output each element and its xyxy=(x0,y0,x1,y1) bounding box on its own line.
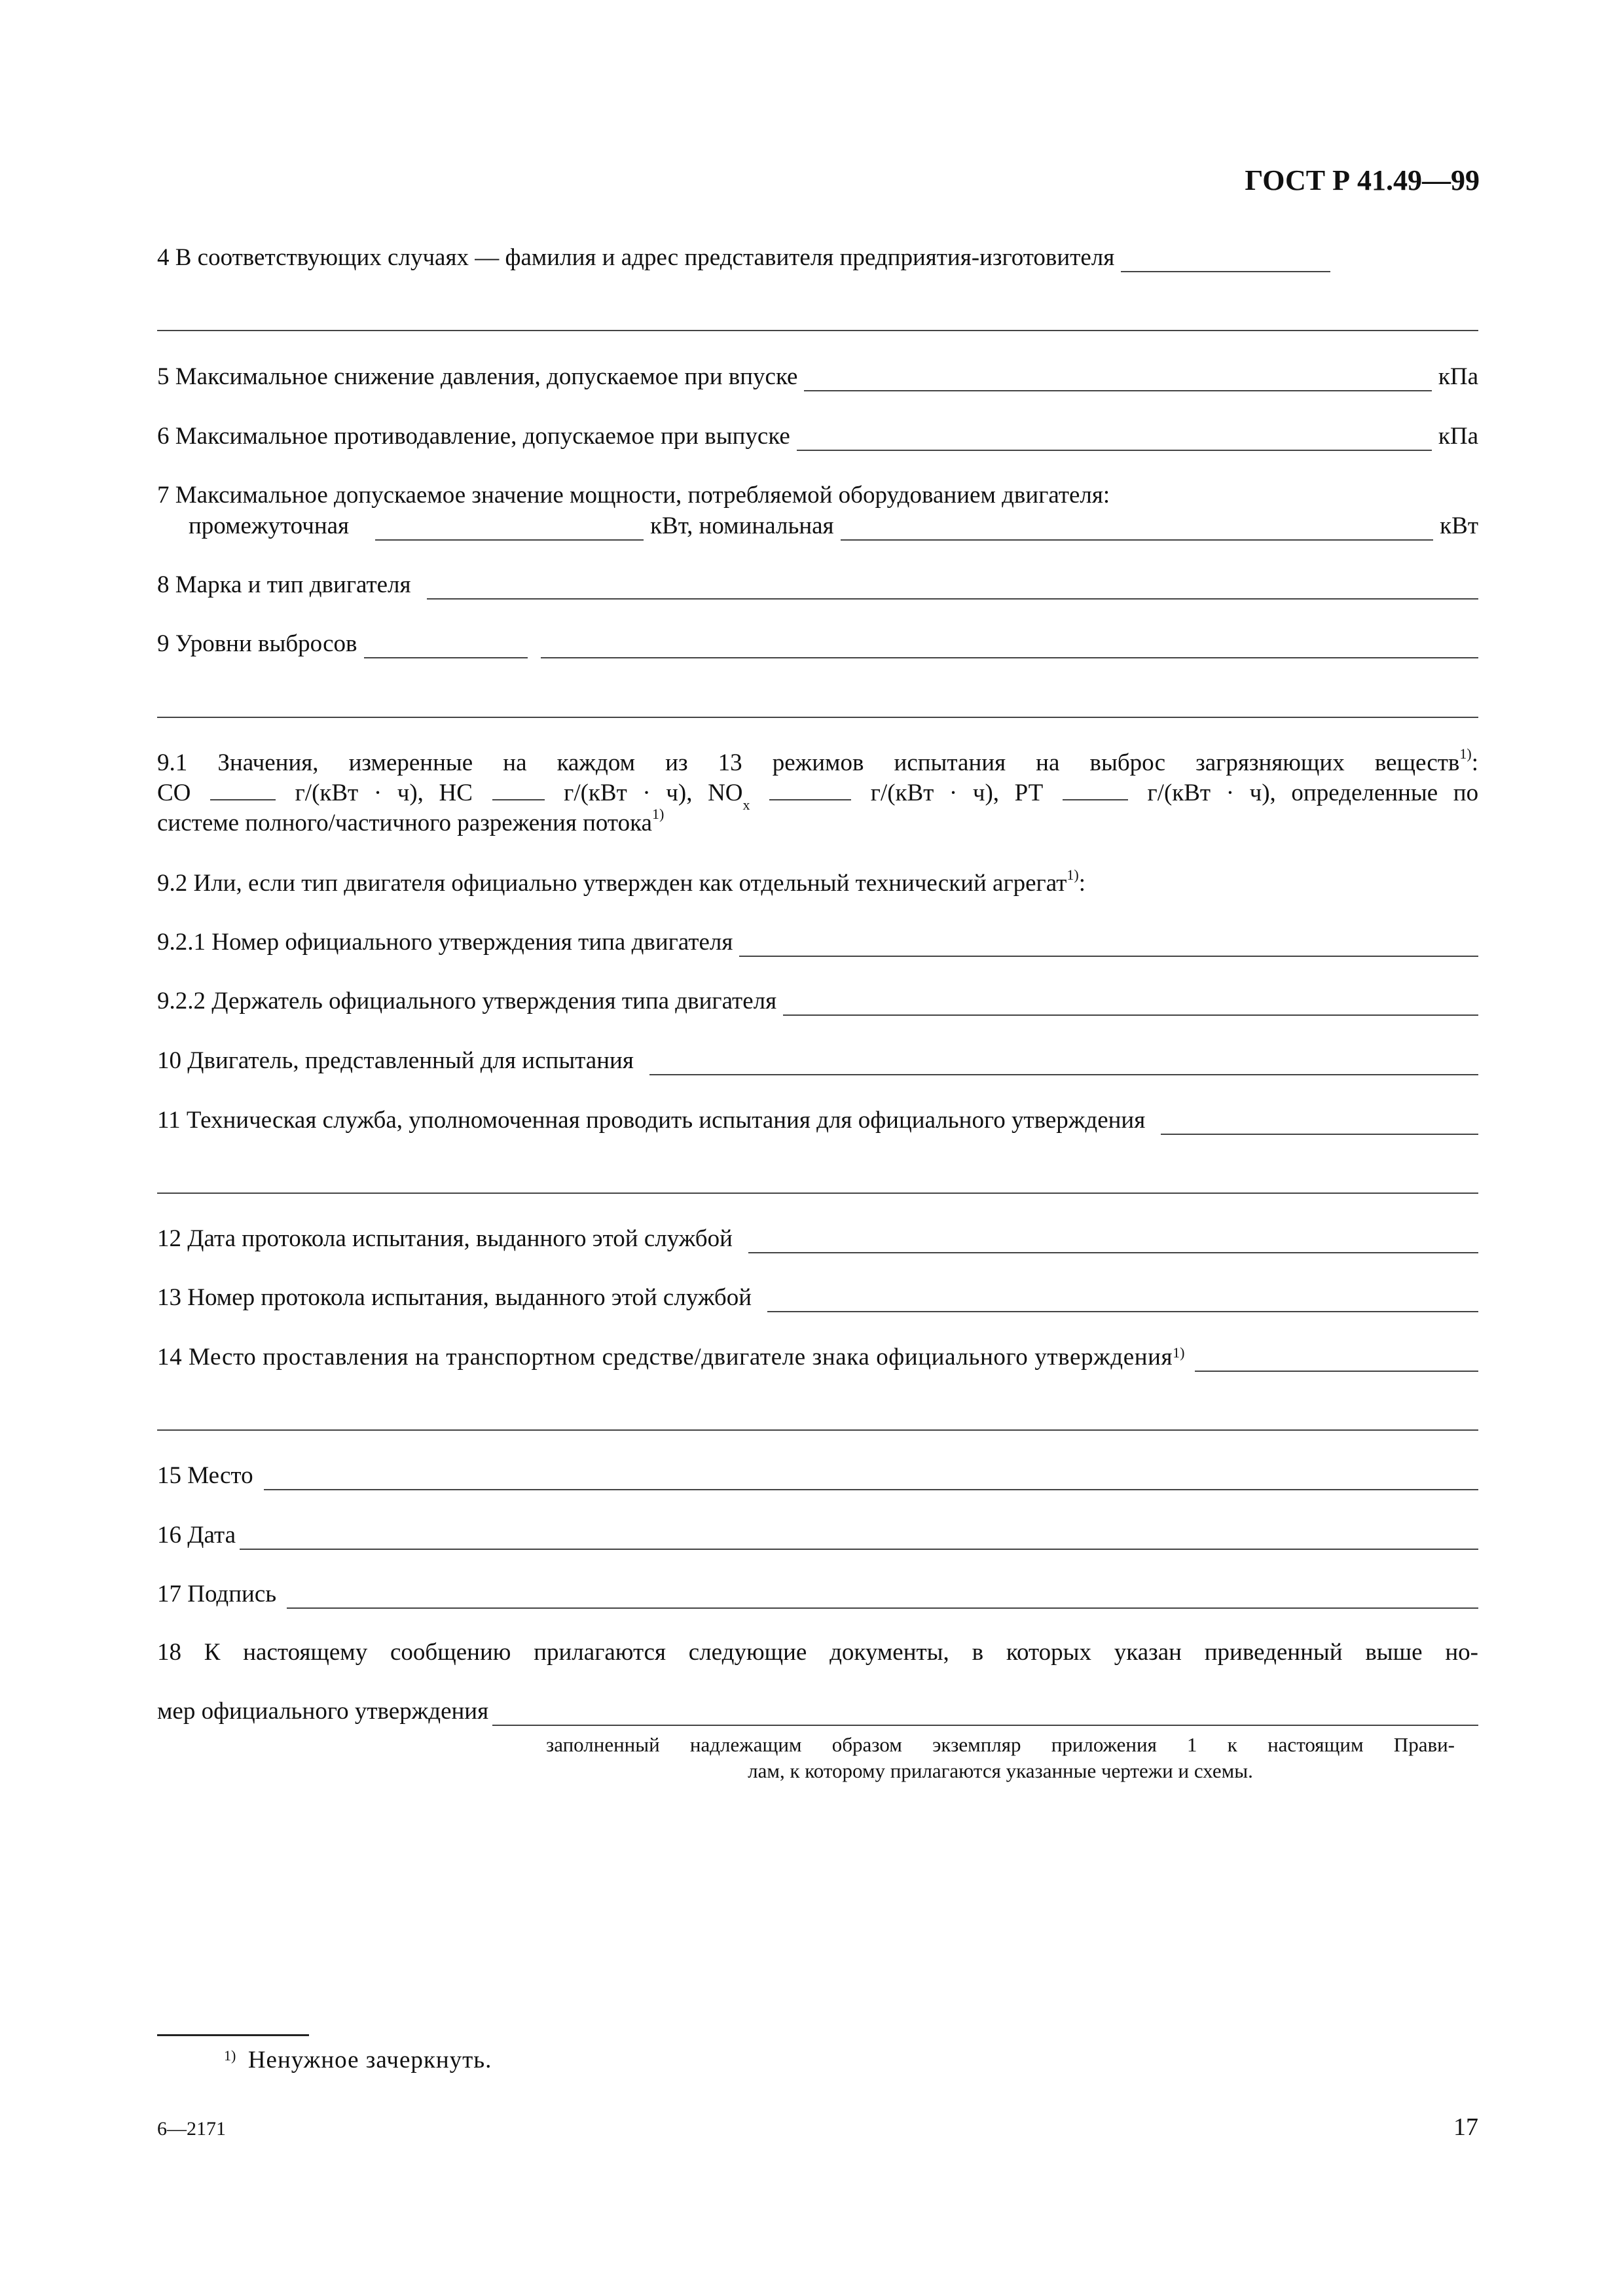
item-18-line-2 xyxy=(157,1697,1478,1726)
item-9-2-2-field[interactable] xyxy=(783,995,1478,1016)
item-6-label: 6 Максимальное противодавление, допускаемое при выпуске xyxy=(157,423,790,450)
item-8-field[interactable] xyxy=(427,579,1478,600)
item-10 xyxy=(157,1047,1478,1075)
item-6-field[interactable] xyxy=(797,430,1432,451)
item-9-label: 9 Уровни выбросов xyxy=(157,630,357,657)
item-7-intermediate-label: промежуточная xyxy=(189,512,350,539)
item-18-note-2: лам, к которому прилагаются указанные чертежи и схемы. xyxy=(748,1759,1253,1782)
footnote-ref: 1) xyxy=(1067,867,1079,883)
item-9-1-line-3 xyxy=(157,808,664,838)
nox-subscript: x xyxy=(742,797,750,813)
item-11-field[interactable] xyxy=(1161,1114,1478,1135)
item-7-nominal-label: кВт, номинальная xyxy=(650,512,834,539)
item-12-label: 12 Дата протокола испытания, выданного этой службой xyxy=(157,1225,733,1252)
footnote-marker: 1) xyxy=(224,2047,236,2064)
footnote-ref: 1) xyxy=(1173,1344,1185,1361)
item-9-2-2 xyxy=(157,987,1478,1016)
order-number: 6—2171 xyxy=(157,2118,226,2140)
item-4-field-continuation[interactable] xyxy=(157,330,1478,331)
item-9-1-line-2 xyxy=(157,778,1479,813)
item-5-unit: кПа xyxy=(1438,363,1478,390)
item-10-label: 10 Двигатель, представленный для испытания xyxy=(157,1047,634,1074)
item-9-2-1-field[interactable] xyxy=(739,936,1478,957)
item-16 xyxy=(157,1521,1478,1550)
item-9-2 xyxy=(157,869,1085,898)
item-13-label: 13 Номер протокола испытания, выданного этой службой xyxy=(157,1284,752,1311)
dilution-system-text: системе полного/частичного разрежения потока xyxy=(157,810,652,836)
item-14-label: 14 Место проставления на транспортном средстве/двигателе знака официального утверждения xyxy=(157,1344,1173,1371)
item-7-unit: кВт xyxy=(1440,512,1478,539)
footnote-text: Ненужное зачеркнуть. xyxy=(247,2047,492,2073)
nox-field[interactable] xyxy=(769,781,851,800)
item-17-label: 17 Подпись xyxy=(157,1581,277,1607)
item-12-field[interactable] xyxy=(748,1232,1478,1253)
pt-field[interactable] xyxy=(1063,781,1128,800)
item-9-2-1 xyxy=(157,928,1478,957)
item-4-field[interactable] xyxy=(1121,251,1330,272)
item-16-field[interactable] xyxy=(240,1529,1478,1550)
item-15 xyxy=(157,1462,1478,1490)
item-7-title: 7 Максимальное допускаемое значение мощности, потребляемой оборудованием двигателя: xyxy=(157,482,1110,509)
item-9-1-text: 9.1 Значения, измеренные на каждом из 13 режимов испытания на выброс загрязняющих веществ xyxy=(157,749,1460,776)
document-header: ГОСТ Р 41.49—99 xyxy=(1245,164,1480,196)
co-field[interactable] xyxy=(210,781,276,800)
item-11 xyxy=(157,1106,1478,1135)
colon: : xyxy=(1078,870,1085,897)
item-15-field[interactable] xyxy=(264,1469,1478,1490)
item-5 xyxy=(157,363,1478,391)
item-18-line-1: 18 К настоящему сообщению прилагаются следующие документы, в которых указан приведенный выше но- xyxy=(157,1639,1478,1666)
footnote-separator xyxy=(157,2034,309,2036)
item-4 xyxy=(157,243,1478,272)
item-6-unit: кПа xyxy=(1438,423,1478,450)
item-18-note-1: заполненный надлежащим образом экземпляр приложения 1 к настоящим Прави- xyxy=(546,1733,1455,1756)
item-7-values xyxy=(189,512,1478,541)
item-12 xyxy=(157,1225,1478,1253)
page-number: 17 xyxy=(1453,2113,1478,2141)
item-13 xyxy=(157,1283,1478,1312)
item-8 xyxy=(157,571,1478,600)
item-17-field[interactable] xyxy=(287,1588,1478,1609)
footnote xyxy=(224,2046,492,2075)
item-8-label: 8 Марка и тип двигателя xyxy=(157,571,411,598)
item-14 xyxy=(157,1343,1478,1372)
item-11-label: 11 Техническая служба, уполномоченная проводить испытания для официального утверждения xyxy=(157,1107,1146,1134)
pt-unit: г/(кВт · ч), определенные по xyxy=(1147,780,1479,806)
item-4-label: 4 В соответствующих случаях — фамилия и адрес представителя предприятия-изготовителя xyxy=(157,244,1115,271)
footnote-ref: 1) xyxy=(1459,745,1472,762)
item-9-2-2-label: 9.2.2 Держатель официального утверждения типа двигателя xyxy=(157,988,777,1014)
item-9-2-text: 9.2 Или, если тип двигателя официально утвержден как отдельный технический агрегат xyxy=(157,870,1067,897)
item-15-label: 15 Место xyxy=(157,1462,253,1489)
item-9-1-line-1: 9.1 Значения, измеренные на каждом из 13 режимов испытания на выброс загрязняющих веществ$^{1)}$: xyxy=(157,745,1478,776)
item-6 xyxy=(157,422,1478,451)
hc-field[interactable] xyxy=(492,781,545,800)
item-7-intermediate-field[interactable] xyxy=(375,520,644,541)
item-5-field[interactable] xyxy=(804,370,1431,391)
item-11-field-continuation[interactable] xyxy=(157,1193,1478,1194)
item-7-nominal-field[interactable] xyxy=(841,520,1434,541)
item-9 xyxy=(157,630,1478,658)
item-18-label: мер официального утверждения xyxy=(157,1698,489,1725)
pt-label: г/(кВт · ч), РТ xyxy=(870,780,1044,806)
nox-label: г/(кВт · ч), NO xyxy=(564,780,743,806)
item-14-field-continuation[interactable] xyxy=(157,1429,1478,1431)
hc-label: г/(кВт · ч), НС xyxy=(295,780,473,806)
footnote-ref: 1) xyxy=(651,806,665,822)
co-label: СО xyxy=(157,780,191,806)
item-18-field[interactable] xyxy=(492,1705,1478,1726)
item-17 xyxy=(157,1580,1478,1609)
item-9-field-short[interactable] xyxy=(364,637,528,658)
item-9-2-1-label: 9.2.1 Номер официального утверждения типа двигателя xyxy=(157,929,733,956)
item-14-field[interactable] xyxy=(1195,1351,1478,1372)
item-10-field[interactable] xyxy=(649,1054,1478,1075)
item-16-label: 16 Дата xyxy=(157,1522,236,1549)
item-5-label: 5 Максимальное снижение давления, допускаемое при впуске xyxy=(157,363,798,390)
item-9-field[interactable] xyxy=(541,637,1479,658)
item-9-field-continuation[interactable] xyxy=(157,717,1478,718)
item-13-field[interactable] xyxy=(767,1291,1478,1312)
